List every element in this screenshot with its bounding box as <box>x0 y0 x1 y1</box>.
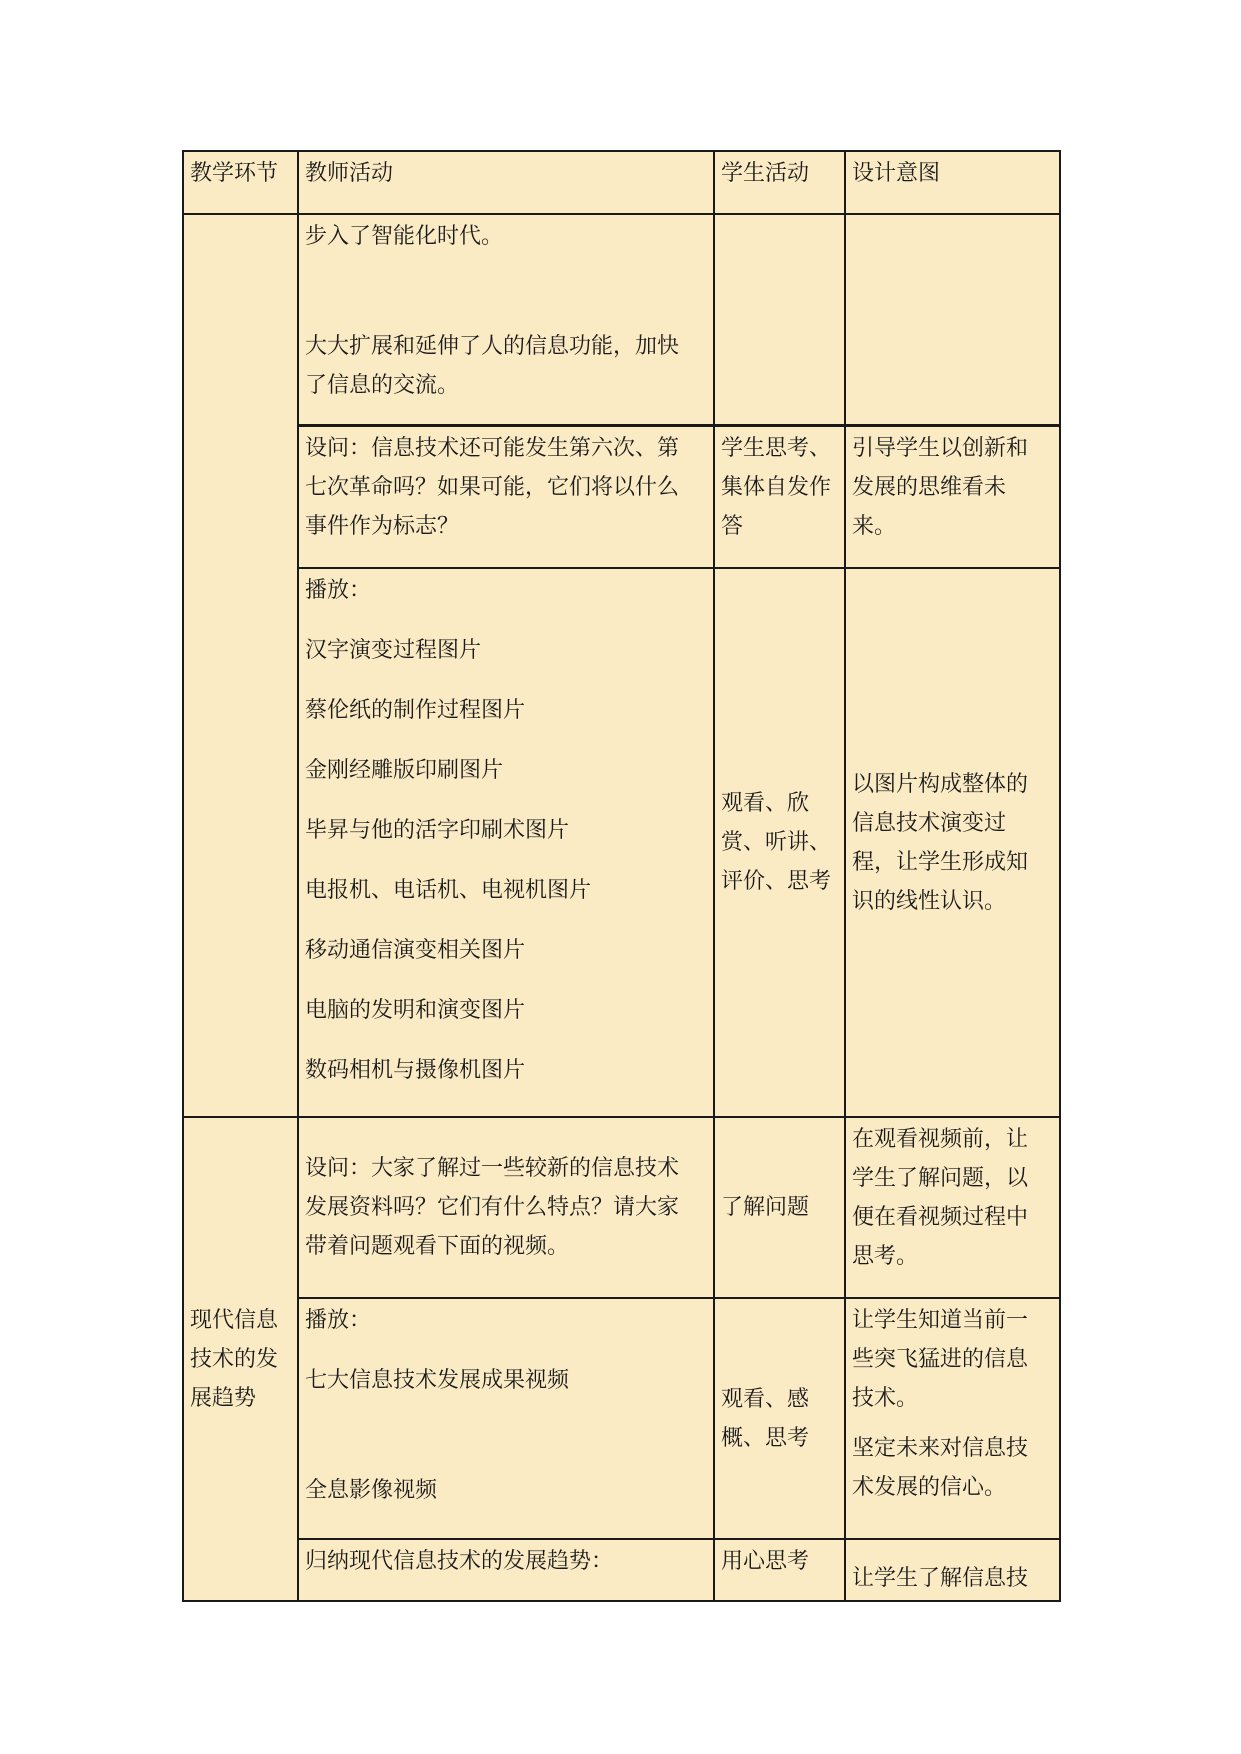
design-intent-cell: 在观看视频前，让 学生了解问题，以 便在看视频过程中 思考。 <box>845 1117 1060 1298</box>
student-activity-cell: 用心思考 <box>714 1539 845 1601</box>
teacher-activity-cell: 播放： 七大信息技术发展成果视频 全息影像视频 <box>298 1298 714 1539</box>
teacher-activity-cell: 归纳现代信息技术的发展趋势： <box>298 1539 714 1601</box>
table-header-row <box>183 151 1060 214</box>
student-activity-cell: 学生思考、 集体自发作 答 <box>714 425 845 568</box>
header-student-activity: 学生活动 <box>714 151 845 214</box>
student-activity-cell <box>714 214 845 425</box>
teacher-activity-cell: 设问：大家了解过一些较新的信息技术 发展资料吗？它们有什么特点？请大家 带着问题观看下面的视频。 <box>298 1117 714 1298</box>
table-row <box>183 1117 1060 1298</box>
stage-cell: 现代信息 技术的发 展趋势 <box>183 1117 298 1601</box>
table-row <box>183 214 1060 425</box>
student-activity-cell: 观看、感 概、思考 <box>714 1298 845 1539</box>
teacher-activity-cell: 播放： 汉字演变过程图片 蔡伦纸的制作过程图片 金刚经雕版印刷图片 毕昇与他的活字印刷术图片 电报机、电话机、电视机图片 移动通信演变相关图片 电脑的发明和演变图片 数码相机与摄像机图片 <box>298 568 714 1117</box>
table-row <box>183 568 1060 1117</box>
design-intent-cell: 以图片构成整体的 信息技术演变过 程，让学生形成知 识的线性认识。 <box>845 568 1060 1117</box>
teacher-activity-cell: 步入了智能化时代。 大大扩展和延伸了人的信息功能，加快 了信息的交流。 <box>298 214 714 425</box>
table-row <box>183 425 1060 568</box>
header-stage: 教学环节 <box>183 151 298 214</box>
lesson-plan-table <box>182 150 1061 1602</box>
design-intent-cell <box>845 214 1060 425</box>
teacher-activity-cell: 设问：信息技术还可能发生第六次、第 七次革命吗？如果可能，它们将以什么 事件作为标志？ <box>298 425 714 568</box>
header-teacher-activity: 教师活动 <box>298 151 714 214</box>
header-design-intent: 设计意图 <box>845 151 1060 214</box>
student-activity-cell: 了解问题 <box>714 1117 845 1298</box>
design-intent-cell: 引导学生以创新和 发展的思维看未 来。 <box>845 425 1060 568</box>
table-row <box>183 1539 1060 1601</box>
design-intent-cell: 让学生知道当前一 些突飞猛进的信息 技术。 坚定未来对信息技 术发展的信心。 <box>845 1298 1060 1539</box>
design-intent-cell: 让学生了解信息技 <box>845 1539 1060 1601</box>
table-row <box>183 1298 1060 1539</box>
stage-cell-empty <box>183 214 298 1117</box>
student-activity-cell: 观看、欣 赏、听讲、 评价、思考 <box>714 568 845 1117</box>
